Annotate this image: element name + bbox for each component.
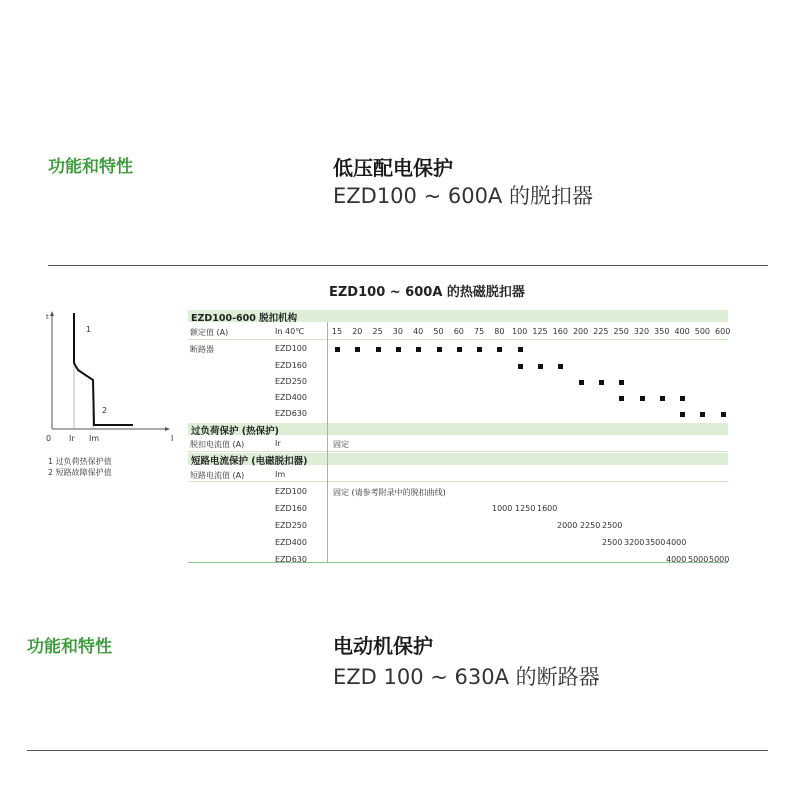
short-value: 2000 — [557, 521, 578, 530]
short-value: 3500 — [645, 538, 666, 547]
curve-y-label: t — [46, 313, 49, 321]
short-value: 2500 — [602, 538, 623, 547]
curve-x-arrow — [165, 427, 170, 431]
rating-mark — [619, 380, 624, 385]
rating-mark — [518, 347, 523, 352]
rating-header: 50 — [433, 327, 444, 336]
row-separator — [188, 339, 728, 340]
rating-mark — [640, 396, 645, 401]
trip-curve-diagram — [38, 305, 183, 455]
trip-current-symbol: Ir — [275, 439, 281, 448]
short-row-value: 固定 (请参考附录中的脱扣曲线) — [333, 488, 446, 497]
rating-header: 80 — [494, 327, 505, 336]
curve-label-2: 2 — [102, 406, 108, 415]
section1-label: 功能和特性 — [48, 157, 133, 177]
short-value: 1000 — [492, 504, 513, 513]
rating-header: 125 — [532, 327, 548, 336]
short-current-label: 短路电流值 (A) — [190, 471, 245, 480]
curve-y-arrow — [50, 311, 54, 316]
rating-mark — [477, 347, 482, 352]
short-row-model: EZD100 — [275, 487, 307, 496]
short-row-model: EZD250 — [275, 521, 307, 530]
band-trip-unit-label: EZD100-600 脱扣机构 — [191, 313, 298, 324]
section1-title: 低压配电保护 — [333, 156, 453, 180]
short-row-model: EZD400 — [275, 538, 307, 547]
rating-mark — [599, 380, 604, 385]
breaker-model: EZD250 — [275, 377, 307, 386]
short-row-model: EZD160 — [275, 504, 307, 513]
rating-header: 160 — [552, 327, 568, 336]
rating-mark — [680, 396, 685, 401]
rating-mark — [700, 412, 705, 417]
short-value: 4000 — [666, 555, 687, 564]
rating-header: 100 — [512, 327, 528, 336]
rating-header: 75 — [474, 327, 485, 336]
rating-mark — [416, 347, 421, 352]
rating-condition: In 40℃ — [275, 327, 305, 336]
rating-mark — [457, 347, 462, 352]
divider-top — [48, 265, 768, 266]
short-current-symbol: Im — [275, 470, 286, 479]
rating-mark — [355, 347, 360, 352]
section2-label: 功能和特性 — [27, 637, 112, 657]
rating-header: 225 — [593, 327, 609, 336]
short-value: 5000 — [709, 555, 730, 564]
section2-subtitle: EZD 100 ~ 630A 的断路器 — [333, 665, 600, 689]
rating-header: 20 — [352, 327, 363, 336]
breaker-model: EZD100 — [275, 344, 307, 353]
rating-mark — [437, 347, 442, 352]
curve-origin: 0 — [46, 434, 52, 443]
trip-current-label: 脱扣电流值 (A) — [190, 440, 245, 449]
rating-header: 25 — [372, 327, 383, 336]
curve-label-1: 1 — [86, 325, 92, 334]
trip-current-value: 固定 — [333, 440, 349, 449]
rating-header: 15 — [331, 327, 343, 336]
breaker-model: EZD630 — [275, 409, 307, 418]
rating-mark — [721, 412, 726, 417]
curve-tick-ir: Ir — [69, 434, 75, 443]
row-separator — [188, 481, 728, 482]
rating-header: 500 — [694, 327, 711, 336]
short-value: 5000 — [688, 555, 709, 564]
breaker-model: EZD160 — [275, 361, 307, 370]
short-value: 2500 — [602, 521, 623, 530]
band-overload-label: 过负荷保护 (热保护) — [191, 426, 279, 437]
rating-mark — [579, 380, 584, 385]
rating-mark — [538, 364, 543, 369]
rating-label: 额定值 (A) — [190, 328, 229, 337]
curve-tick-im: Im — [89, 434, 100, 443]
rating-mark — [376, 347, 381, 352]
rating-header: 350 — [654, 327, 670, 336]
breaker-label: 断路器 — [190, 345, 214, 354]
rating-mark — [680, 412, 685, 417]
table-column-divider — [327, 322, 328, 562]
rating-header: 60 — [453, 327, 464, 336]
section1-subtitle: EZD100 ~ 600A 的脱扣器 — [333, 184, 593, 208]
rating-header: 200 — [572, 327, 589, 336]
rating-header: 320 — [633, 327, 650, 336]
rating-header: 30 — [392, 327, 403, 336]
rating-mark — [335, 347, 340, 352]
divider-bottom — [27, 750, 768, 751]
short-value: 1600 — [537, 504, 558, 513]
rating-mark — [497, 347, 502, 352]
section2-title: 电动机保护 — [333, 634, 433, 658]
rating-mark — [518, 364, 523, 369]
table-bottom-rule — [188, 562, 728, 563]
rating-mark — [660, 396, 665, 401]
rating-mark — [619, 396, 624, 401]
short-value: 1250 — [515, 504, 536, 513]
rating-header: 250 — [613, 327, 629, 336]
curve-legend-1: 1 过负荷热保护值 — [48, 457, 112, 466]
rating-header: 600 — [715, 327, 731, 336]
row-separator — [188, 451, 728, 452]
rating-header: 40 — [413, 327, 424, 336]
short-row-model: EZD630 — [275, 555, 307, 564]
short-value: 4000 — [666, 538, 687, 547]
rating-mark — [558, 364, 563, 369]
curve-legend-2: 2 短路故障保护值 — [48, 468, 112, 477]
rating-mark — [396, 347, 401, 352]
short-value: 3200 — [624, 538, 645, 547]
curve-x-label: I — [171, 434, 174, 443]
band-short-circuit-label: 短路电流保护 (电磁脱扣器) — [191, 456, 308, 467]
table-title: EZD100 ~ 600A 的热磁脱扣器 — [329, 285, 525, 300]
short-value: 2250 — [580, 521, 601, 530]
rating-header: 400 — [674, 327, 690, 336]
breaker-model: EZD400 — [275, 393, 307, 402]
